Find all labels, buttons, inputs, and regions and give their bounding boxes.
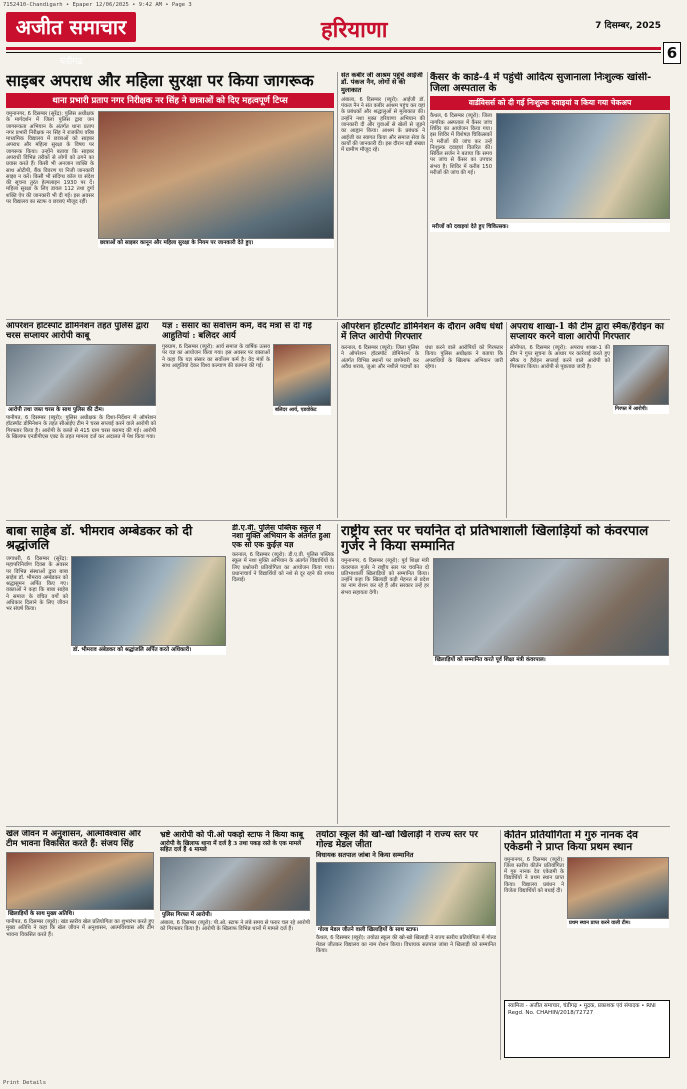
headline: संत कबीर जी आश्रम पहुंचे आईजी डॉ. पंकज नैन, लोगों से की मुलाकात	[341, 72, 423, 94]
column-rule	[337, 524, 338, 824]
article-sant	[341, 72, 425, 317]
page-number: 6	[663, 42, 681, 64]
photo-caption: आरोपी तथा जब्त चरस के साथ पुलिस की टीम।	[6, 406, 156, 415]
photo-caption: छात्राओं को साइबर कानून और महिला सुरक्षा के नियम पर जानकारी देते हुए।	[98, 239, 334, 248]
subheadline: थाना प्रभारी प्रताप नगर निरीक्षक नर सिंह ने छात्राओं को दिए महत्वपूर्ण टिप्स	[6, 93, 334, 108]
logo-city: चंडीगढ़	[59, 57, 83, 67]
article-body: अंबाला, 6 दिसम्बर (ब्यूरो): पी.ओ. स्टाफ ने लंबे समय से फरार चल रहे आरोपी को गिरफ्तार किया है। आरोपी के खिलाफ विभिन्न थानों में मामले दर्ज हैं।	[160, 919, 310, 933]
headline: तयोठा स्कूल की खो-खो खिलाड़ी ने राज्य स्तर पर गोल्ड मेडल जीता	[316, 830, 478, 851]
imprint-box: स्वामित्व - अजीत समाचार, चंडीगढ़ • मुद्रक, प्रकाशक एवं संपादक • RNI Regd. No. CHAHIN/2018/72727	[504, 1000, 670, 1058]
print-footer: Print Details	[3, 1080, 47, 1086]
masthead-rule	[6, 47, 661, 50]
masthead-thin-rule	[6, 52, 661, 53]
article-hotspot	[341, 322, 503, 518]
article-body: कैथल, 6 दिसम्बर (ब्यूरो): जिला नागरिक अस्पताल में कैंसर जांच शिविर का आयोजन किया गया। इस शिविर में विशेषज्ञ चिकित्सकों ने मरीजों की जांच कर उन्हें निःशुल्क दवाइयां वितरित कीं। सिविल सर्जन ने बताया कि समय पर जांच से कैंसर का उपचार संभव है। शिविर में करीब 150 मरीजों की जांच की गई।	[430, 113, 492, 177]
photo-caption: डॉ. भीमराव अंबेडकर को श्रद्धांजलि अर्पित करते अधिकारी।	[71, 646, 226, 655]
headline: कीर्तन प्रतियोगिता में गुरु नानक देव एकेडमी ने प्राप्त किया प्रथम स्थान	[504, 830, 639, 853]
article-cancer	[430, 72, 670, 317]
article-body: सोनीपत, 6 दिसम्बर (ब्यूरो): अपराध शाखा-1 की टीम ने गुप्त सूचना के आधार पर कार्रवाई करते हुए स्मैक व हैरोइन सप्लाई करने वाले आरोपी को गिरफ्तार किया। आरोपी से पूछताछ जारी है।	[510, 345, 610, 371]
print-header: 7152410-Chandigarh • Epaper 12/06/2025 • 9:42 AM • Page 3	[3, 2, 192, 8]
logo-text: अजीत समाचार	[15, 15, 127, 39]
photo-police-team	[6, 344, 156, 406]
article-body: यमुनानगर, 6 दिसम्बर (सुरेंद्र): पुलिस अधीक्षक के मार्गदर्शन में जिला पुलिस द्वारा जन जागरूकता अभियान के अंतर्गत थाना प्रताप नगर प्रभारी निरीक्षक नर सिंह ने राजकीय वरिष्ठ माध्यमिक विद्यालय में छात्राओं को साइबर अपराध और महिला सुरक्षा के विषय पर जागरूक किया। उन्होंने बताया कि साइबर अपराधी विभिन्न तरीकों से लोगों को ठगने का प्रयास करते हैं। किसी भी अनजान व्यक्ति के साथ ओटीपी, बैंक विवरण या निजी जानकारी साझा न करें। किसी भी संदिग्ध कॉल या संदेश की सूचना तुरंत हेल्पलाइन 1930 पर दें। महिला सुरक्षा के लिए डायल 112 तथा दुर्गा शक्ति ऐप की जानकारी भी दी गई। इस अवसर पर विद्यालय का स्टाफ व छात्राएं मौजूद रहीं।	[6, 110, 94, 206]
photo-caption: प्रथम स्थान प्राप्त करने वाली टीम।	[567, 919, 669, 928]
photo-caption: गोल्ड मेडल जीतने वाली खिलाड़ियों के साथ स्टाफ।	[316, 926, 496, 935]
column-rule	[427, 72, 428, 317]
photo-caption: पुलिस गिरफ्त में आरोपी।	[160, 911, 310, 920]
headline: ऑपरेशन हॉटस्पॉट डोमिनेशन के दौरान अवैध धंधों में लिप्त आरोपी गिरफ्तार	[341, 322, 503, 343]
article-badminton	[6, 322, 156, 518]
subheadline: आरोपी के खिलाफ थाना में दर्ज है 3 तथा पकड़ रस्ते के एक मामले सहित दर्ज हैं 4 मामले	[160, 840, 302, 854]
headline: कैंसर के कार्ड-4 में पहुंची आदित्य सुजानाला निःशुल्क खांसी-जिला अस्पताल के	[430, 72, 652, 95]
article-body: करनाल, 6 दिसम्बर (ब्यूरो): जिला पुलिस ने ऑपरेशन हॉटस्पॉट डोमिनेशन के अंतर्गत विभिन्न स्थानों पर छापेमारी कर अवैध शराब, जुआ और नशीले पदार्थों का धंधा करने वाले आरोपियों को गिरफ्तार किया। पुलिस अधीक्षक ने बताया कि अपराधियों के खिलाफ अभियान जारी रहेगा।	[341, 345, 503, 371]
photo-portrait	[273, 344, 331, 406]
headline: ऑपरेशन हॉटस्पॉट डोमिनेशन तहत पुलिस द्वारा चरस सप्लायर आरोपी काबू	[6, 322, 149, 341]
photo-caption: गिरफ्त में आरोपी।	[613, 405, 669, 414]
newspaper-logo	[6, 12, 136, 67]
headline: खेल जीवन में अनुशासन, आत्मविश्वास और टीम भावना विकसित करते हैं: संजय सिंह	[6, 830, 141, 849]
headline: भ्रष्टे आरोपी को पी.ओ पकड़ो स्टाफ ने किया काबू	[160, 830, 304, 839]
column-rule	[506, 322, 507, 518]
row-rule	[6, 319, 670, 320]
photo-arrest	[160, 857, 310, 911]
headline: अपराध शाखा-1 की टीम द्वारा स्मैक/हैरोइन का सप्लायर करने वाला आरोपी गिरफ्तार	[510, 322, 665, 343]
photo-players	[6, 852, 154, 910]
column-rule	[500, 830, 501, 1060]
subheadline: वार्डविसर्स को दी गई निःशुल्क दवाइयां व किया गया चेकअप	[430, 96, 670, 110]
article-body: जगाधरी, 6 दिसम्बर (सुरेंद्र): महापरिनिर्वाण दिवस के अवसर पर विभिन्न संस्थाओं द्वारा बाबा साहेब डॉ. भीमराव अम्बेडकर को श्रद्धासुमन अर्पित किए गए। वक्ताओं ने कहा कि बाबा साहेब ने समाज के वंचित वर्गों को अधिकार दिलाने के लिए जीवन भर संघर्ष किया।	[6, 556, 68, 613]
photo-hospital	[496, 113, 670, 219]
article-khokho	[316, 830, 496, 1060]
article-ambedkar	[6, 524, 226, 824]
article-dav	[232, 524, 334, 824]
photo-tribute	[71, 556, 226, 646]
photo-caption: बलिदर आर्य, एडवोकेट	[273, 406, 331, 415]
subheadline: विधायक सतपाल जांबा ने किया सम्मानित	[316, 851, 414, 860]
column-rule	[337, 322, 338, 518]
article-players	[341, 524, 670, 824]
row-rule	[6, 826, 670, 827]
article-body: यमुनानगर, 6 दिसम्बर (ब्यूरो): जिला स्तरीय कीर्तन प्रतियोगिता में गुरु नानक देव एकेडमी के विद्यार्थियों ने प्रथम स्थान प्राप्त किया। विद्यालय प्रबंधन ने विजेता विद्यार्थियों को बधाई दी।	[504, 856, 564, 894]
photo-caption: खिलाड़ियों को सम्मानित करते पूर्व शिक्षा मंत्री कंवरपाल।	[433, 656, 669, 665]
masthead	[6, 10, 681, 68]
headline: साइबर अपराध और महिला सुरक्षा पर किया जागरूक	[6, 72, 314, 90]
article-body: पानीपत, 6 दिसम्बर (ब्यूरो): खंड स्तरीय खेल प्रतियोगिता का शुभारंभ करते हुए मुख्य अतिथि ने कहा कि खेल जीवन में अनुशासन, आत्मविश्वास और टीम भावना विकसित करते हैं।	[6, 919, 154, 938]
article-cyber	[6, 72, 334, 317]
photo-team	[316, 862, 496, 926]
row-rule	[6, 520, 670, 521]
article-yagya	[162, 322, 334, 518]
article-body: गुरुग्राम, 6 दिसम्बर (ब्यूरो): आर्य समाज के वार्षिक उत्सव पर यज्ञ का आयोजन किया गया। इस अवसर पर वक्ताओं ने कहा कि यज्ञ संसार का सर्वोत्तम कर्म है। वेद मंत्रों के साथ आहुतियां देकर विश्व कल्याण की कामना की गई।	[162, 344, 270, 369]
article-body: यमुनानगर, 6 दिसम्बर (ब्यूरो): पूर्व शिक्षा मंत्री कंवरपाल गुर्जर ने राष्ट्रीय स्तर पर चयनित दो प्रतिभाशाली खिलाड़ियों को सम्मानित किया। उन्होंने कहा कि खिलाड़ी कड़ी मेहनत से प्रदेश का नाम रोशन कर रहे हैं और सरकार उन्हें हर संभव सहायता देगी।	[341, 558, 429, 596]
article-kirtan	[504, 830, 670, 990]
issue-date: 7 दिसम्बर, 2025	[595, 21, 661, 31]
photo-felicitation	[433, 558, 669, 656]
section-title: हरियाणा	[321, 17, 388, 43]
photo-accused	[613, 345, 669, 405]
headline: बाबा साहेब डॉ. भीमराव अम्बेडकर को दी श्रद्धांजलि	[6, 524, 193, 552]
column-rule	[337, 72, 338, 317]
article-body: पानीपत, 6 दिसम्बर (ब्यूरो): पुलिस अधीक्षक के दिशा-निर्देशन में ऑपरेशन हॉटस्पॉट डोमिनेशन के तहत सीआईए टीम ने चरस सप्लाई करने वाले आरोपी को गिरफ्तार किया है। आरोपी के कब्जे से 415 ग्राम चरस बरामद की गई। आरोपी के खिलाफ एनडीपीएस एक्ट के तहत मामला दर्ज कर अदालत में पेश किया गया।	[6, 415, 156, 440]
photo-caption: मरीजों को दवाइयां देते हुए चिकित्सक।	[430, 223, 670, 232]
article-body: करनाल, 6 दिसम्बर (ब्यूरो): डी.ए.वी. पुलिस पब्लिक स्कूल में नशा मुक्ति अभियान के अंतर्गत विद्यार्थियों के लिए प्रश्नोत्तरी प्रतियोगिता का आयोजन किया गया। प्रधानाचार्य ने विद्यार्थियों को नशे से दूर रहने की शपथ दिलाई।	[232, 552, 334, 584]
article-body: अंबाला, 6 दिसम्बर (ब्यूरो): आईजी डॉ. पंकज नैन ने संत कबीर आश्रम पहुंच कर वहां के प्रबंधकों और श्रद्धालुओं से मुलाकात की। उन्होंने नशा मुक्त हरियाणा अभियान की जानकारी दी और युवाओं से खेलों से जुड़ने का आह्वान किया। आश्रम के प्रबंधक ने आईजी का स्वागत किया और समाज सेवा के कार्यों की जानकारी दी। इस दौरान बड़ी संख्या में ग्रामीण मौजूद रहे।	[341, 96, 425, 154]
photo-kirtan	[567, 857, 669, 919]
headline: डी.ए.वी. पुलिस पब्लिक स्कूल में नशा मुक्ति अभियान के अंतर्गत हुआ एक सो एक कुईज़ यज्ञ	[232, 524, 331, 549]
headline: यज्ञ : संसार का सर्वोत्तम कर्म, वेद मंत्रों से दी गई आहुतियां : बलिदर आर्य	[162, 322, 312, 341]
article-body: कैथल, 6 दिसम्बर (ब्यूरो): तयोठा स्कूल की खो-खो खिलाड़ी ने राज्य स्तरीय प्रतियोगिता में गोल्ड मेडल जीतकर विद्यालय का नाम रोशन किया। विधायक सतपाल जांबा ने खिलाड़ी को सम्मानित किया।	[316, 935, 496, 955]
photo-students	[98, 111, 334, 239]
headline: राष्ट्रीय स्तर पर चयनित दो प्रतिभाशाली खिलाड़ियों को कंवरपाल गुर्जर ने किया सम्मानित	[341, 524, 649, 555]
article-sports	[6, 830, 154, 1060]
article-fraud	[160, 830, 310, 1060]
article-robbery	[510, 322, 670, 518]
photo-caption: खिलाड़ियों के साथ मुख्य अतिथि।	[6, 910, 154, 919]
